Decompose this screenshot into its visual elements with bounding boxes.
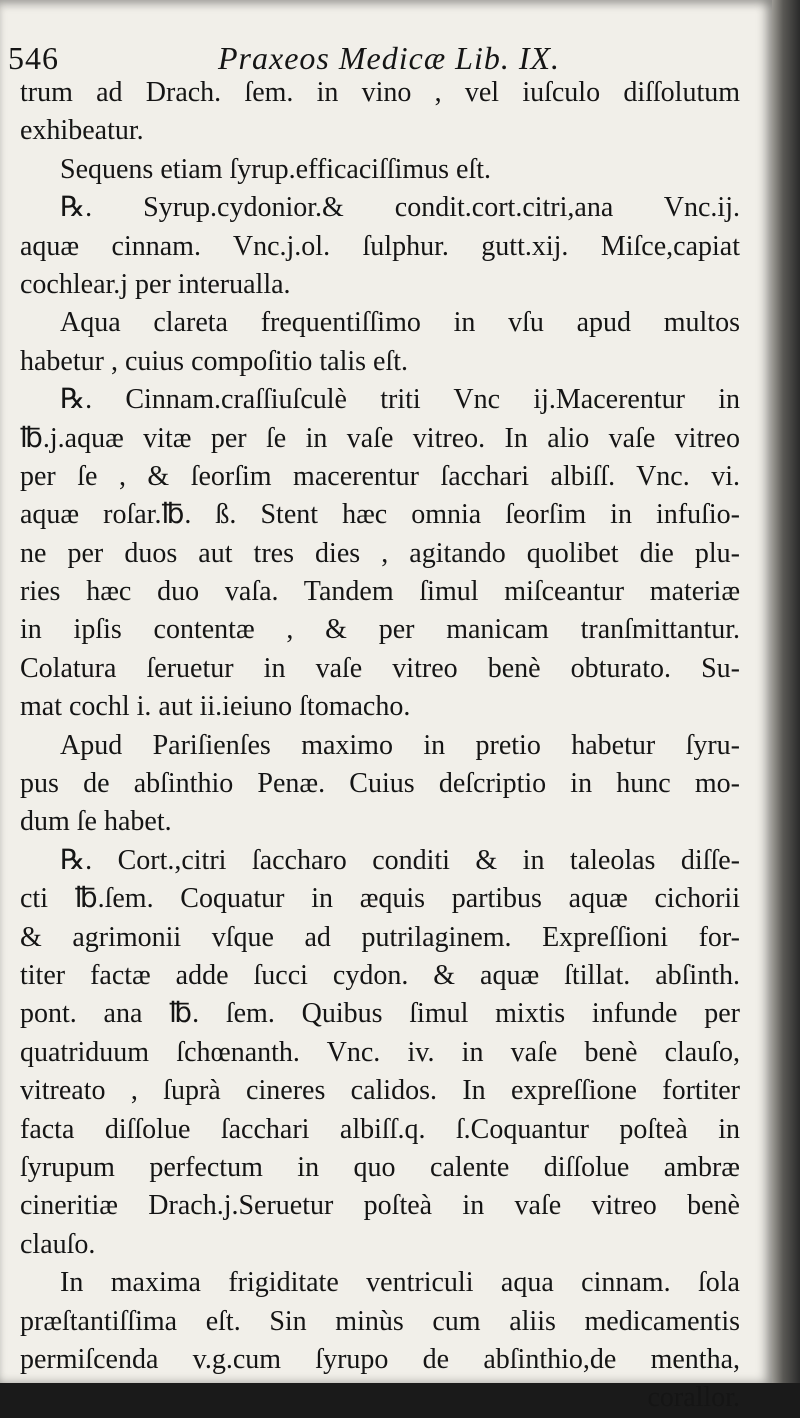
text-line: pont. ana ℔. ſem. Quibus ſimul mixtis infunde per xyxy=(20,998,740,1030)
text-line: corallor. xyxy=(647,1382,740,1414)
text-line: habetur , cuius compoſitio talis eſt. xyxy=(20,345,409,377)
page-edge-shadow xyxy=(772,0,800,1383)
text-line: in ipſis contentæ , & per manicam tranſmittantur. xyxy=(20,614,740,646)
running-head: Praxeos Medicæ Lib. IX. xyxy=(218,40,561,76)
body-text xyxy=(20,74,740,1418)
text-line: facta diſſolue ſacchari albiſſ.q. ſ.Coquantur poſteà in xyxy=(20,1113,740,1145)
text-line: & agrimonii vſque ad putrilaginem. Expreſſioni for- xyxy=(20,921,740,953)
text-line: Apud Pariſienſes maximo in pretio habetur ſyru- xyxy=(60,729,740,761)
text-line: quatriduum ſchœnanth. Vnc. iv. in vaſe benè clauſo, xyxy=(20,1036,740,1068)
page-number: 546 xyxy=(8,40,59,76)
text-line: per ſe , & ſeorſim macerentur ſacchari albiſſ. Vnc. vi. xyxy=(20,460,740,492)
text-line: aquæ cinnam. Vnc.j.ol. ſulphur. gutt.xij. Miſce,capiat xyxy=(20,230,740,262)
text-line: aquæ roſar.℔. ß. Stent hæc omnia ſeorſim in infuſio- xyxy=(20,499,740,531)
text-line: ℔.j.aquæ vitæ per ſe in vaſe vitreo. In alio vaſe vitreo xyxy=(20,422,740,454)
text-line: mat cochl i. aut ii.ieiuno ſtomacho. xyxy=(20,691,411,723)
text-line: præſtantiſſima eſt. Sin minùs cum aliis medicamentis xyxy=(20,1305,740,1337)
text-line: pus de abſinthio Penæ. Cuius deſcriptio in hunc mo- xyxy=(20,768,740,800)
text-line: Colatura ſeruetur in vaſe vitreo benè obturato. Su- xyxy=(20,652,740,684)
text-line: ſyrupum perfectum in quo calente diſſolue ambræ xyxy=(20,1151,740,1183)
text-line: vitreato , ſuprà cineres calidos. In expreſſione fortiter xyxy=(20,1075,740,1107)
text-line: cochlear.j per interualla. xyxy=(20,268,291,300)
text-line: ℞. Syrup.cydonior.& condit.cort.citri,ana Vnc.ij. xyxy=(60,192,740,224)
text-line: Aqua clareta frequentiſſimo in vſu apud multos xyxy=(60,307,740,339)
text-line: trum ad Drach. ſem. in vino , vel iuſculo diſſolutum xyxy=(20,77,740,108)
text-line: dum ſe habet. xyxy=(20,806,172,838)
text-line: exhibeatur. xyxy=(20,115,144,147)
text-line: permiſcenda v.g.cum ſyrupo de abſinthio,de mentha, xyxy=(20,1343,740,1375)
text-line: cineritiæ Drach.j.Seruetur poſteà in vaſe vitreo benè xyxy=(20,1190,740,1222)
text-line: titer factæ adde ſucci cydon. & aquæ ſtillat. abſinth. xyxy=(20,959,740,991)
text-line: Sequens etiam ſyrup.efficaciſſimus eſt. xyxy=(60,153,492,185)
text-line: ries hæc duo vaſa. Tandem ſimul miſceantur materiæ xyxy=(20,576,740,608)
text-line: ℞. Cinnam.craſſiuſculè triti Vnc ij.Macerentur in xyxy=(60,384,740,416)
text-line: cti ℔.ſem. Coquatur in æquis partibus aquæ cichorii xyxy=(20,883,740,915)
text-line: ne per duos aut tres dies , agitando quolibet die plu- xyxy=(20,537,740,569)
text-line: ℞. Cort.,citri ſaccharo conditi & in taleolas diſſe- xyxy=(60,844,740,876)
text-line: clauſo. xyxy=(20,1228,96,1260)
text-line: In maxima frigiditate ventriculi aqua cinnam. ſola xyxy=(60,1267,740,1299)
